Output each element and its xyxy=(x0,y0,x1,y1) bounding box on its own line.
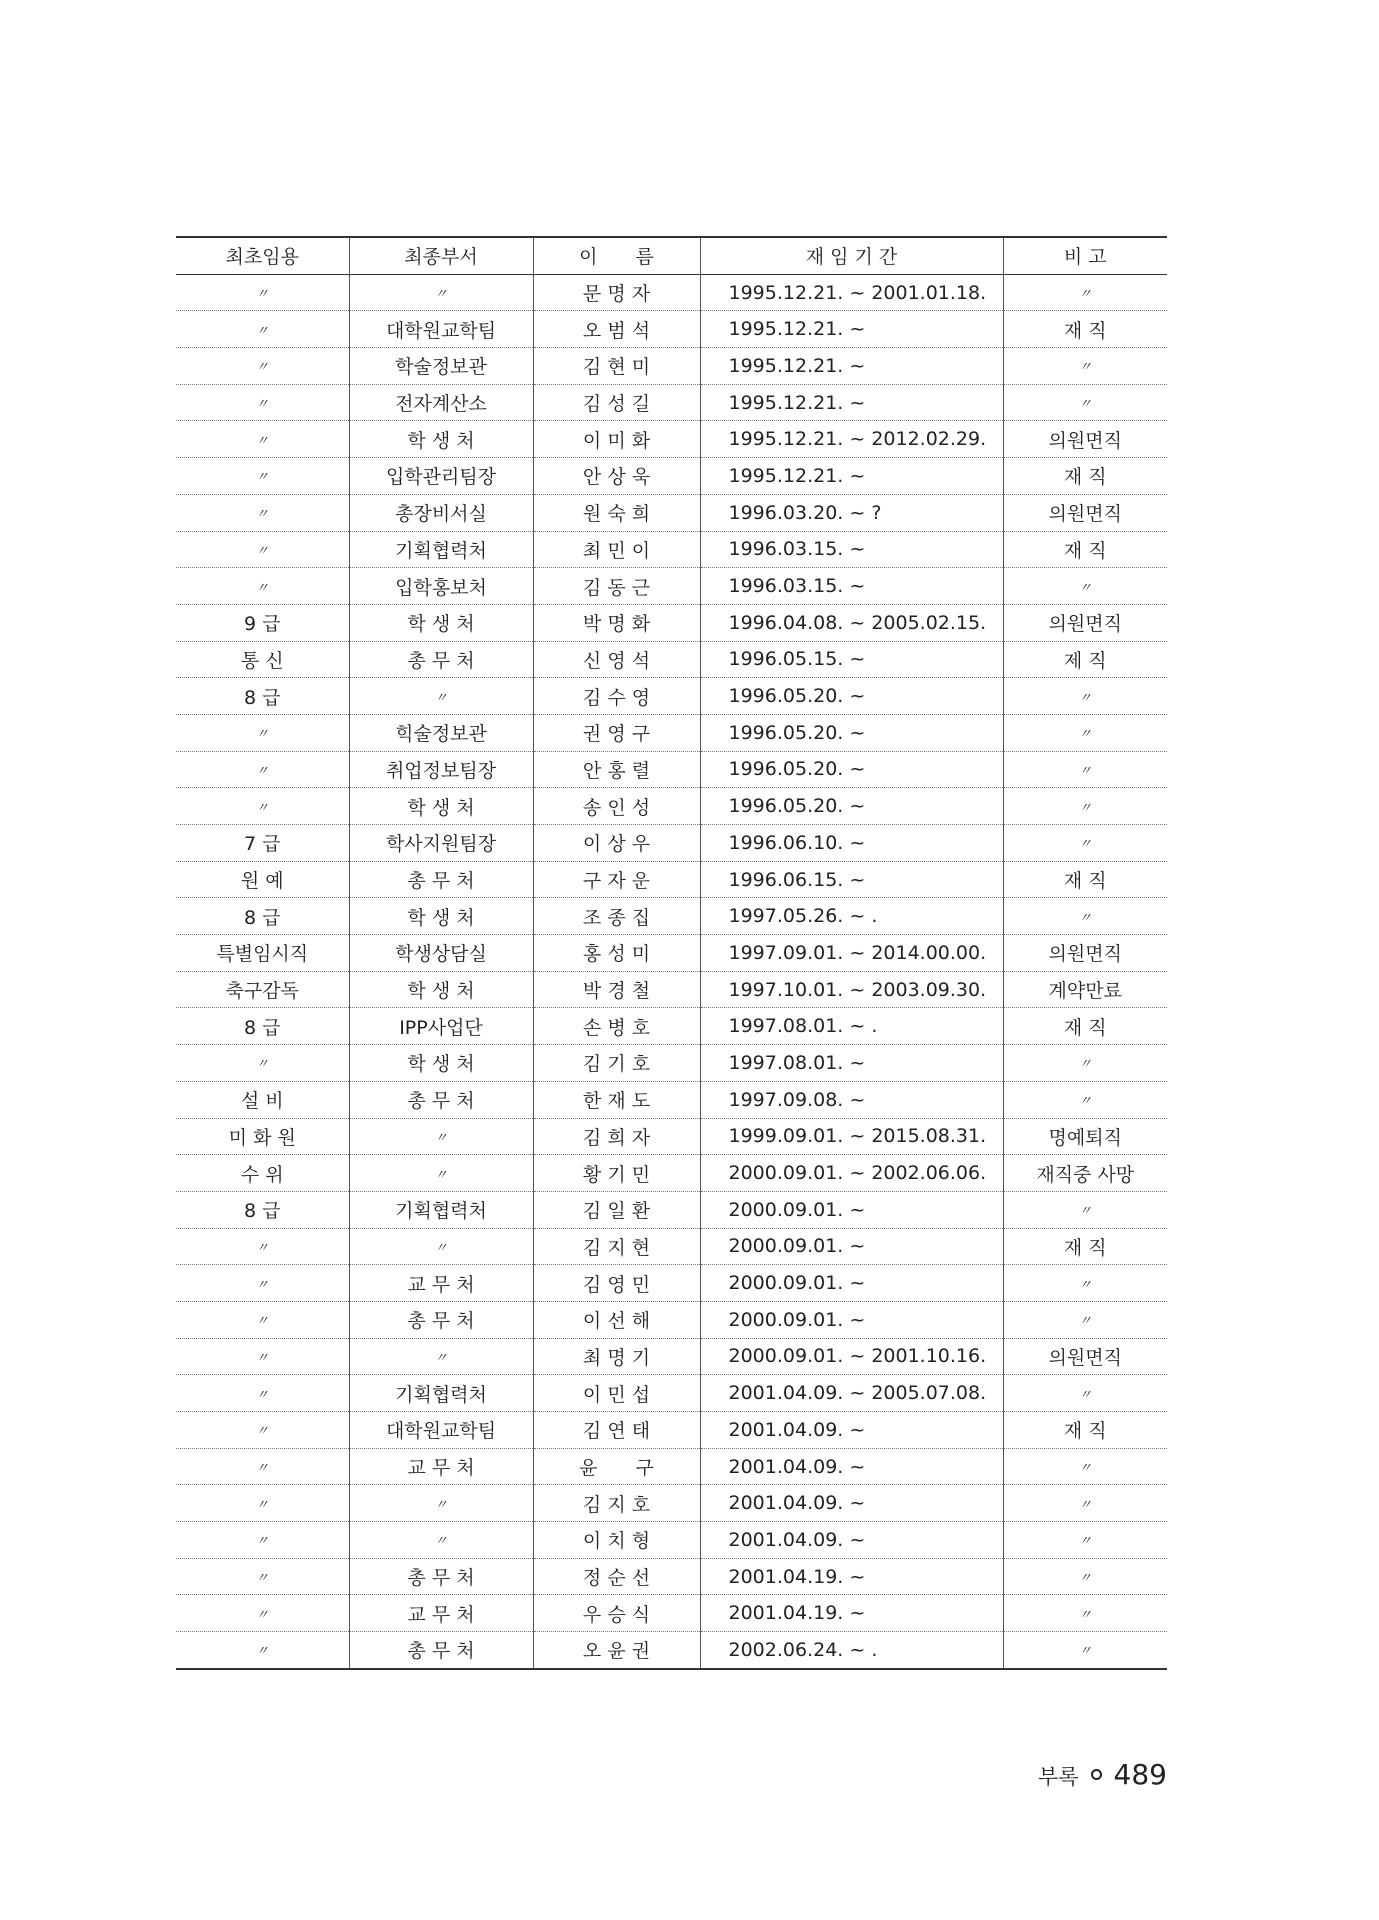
cell-name: 정 순 선 xyxy=(533,1558,700,1595)
cell-first-appointment: 〃 xyxy=(176,714,349,751)
table-row xyxy=(176,641,1167,678)
table-row xyxy=(176,384,1167,421)
cell-final-department: 힉술정보관 xyxy=(349,714,533,751)
cell-first-appointment: 〃 xyxy=(176,384,349,421)
cell-name: 구 자 운 xyxy=(533,861,700,898)
cell-first-appointment: 〃 xyxy=(176,1265,349,1302)
footer-label: 부록 xyxy=(1037,1765,1079,1789)
cell-remarks: 〃 xyxy=(1003,678,1167,715)
cell-remarks: 의원면직 xyxy=(1003,494,1167,531)
cell-remarks: 재 직 xyxy=(1003,311,1167,348)
table-row xyxy=(176,788,1167,825)
cell-final-department: 기획협력처 xyxy=(349,1375,533,1412)
table-row xyxy=(176,825,1167,862)
table-row xyxy=(176,568,1167,605)
cell-first-appointment: 통 신 xyxy=(176,641,349,678)
cell-remarks: 〃 xyxy=(1003,1632,1167,1669)
cell-remarks: 〃 xyxy=(1003,898,1167,935)
cell-remarks: 의원면직 xyxy=(1003,1338,1167,1375)
cell-final-department: 교 무 처 xyxy=(349,1265,533,1302)
cell-name: 김 성 길 xyxy=(533,384,700,421)
cell-remarks: 〃 xyxy=(1003,1301,1167,1338)
table-row xyxy=(176,1632,1167,1669)
cell-first-appointment: 〃 xyxy=(176,1632,349,1669)
cell-first-appointment: 〃 xyxy=(176,1338,349,1375)
cell-first-appointment: 〃 xyxy=(176,788,349,825)
cell-tenure-period: 2001.04.09. ~ xyxy=(700,1485,1003,1522)
cell-name: 이 치 형 xyxy=(533,1522,700,1559)
cell-tenure-period: 2001.04.09. ~ 2005.07.08. xyxy=(700,1375,1003,1412)
table-row xyxy=(176,751,1167,788)
cell-first-appointment: 8 급 xyxy=(176,1008,349,1045)
header-tenure-period: 재 임 기 간 xyxy=(700,237,1003,274)
cell-remarks: 〃 xyxy=(1003,1375,1167,1412)
cell-name: 안 홍 렬 xyxy=(533,751,700,788)
cell-name: 신 영 석 xyxy=(533,641,700,678)
cell-name: 김 기 호 xyxy=(533,1045,700,1082)
cell-first-appointment: 〃 xyxy=(176,1228,349,1265)
cell-final-department: 〃 xyxy=(349,1522,533,1559)
table-row xyxy=(176,1301,1167,1338)
cell-name: 윤 구 xyxy=(533,1448,700,1485)
table-row xyxy=(176,1228,1167,1265)
table-row xyxy=(176,971,1167,1008)
table-row xyxy=(176,714,1167,751)
cell-first-appointment: 〃 xyxy=(176,531,349,568)
staff-record-table xyxy=(176,236,1167,1670)
cell-first-appointment: 〃 xyxy=(176,311,349,348)
cell-tenure-period: 1996.05.20. ~ xyxy=(700,751,1003,788)
table-row xyxy=(176,898,1167,935)
cell-remarks: 〃 xyxy=(1003,348,1167,385)
table-row xyxy=(176,1448,1167,1485)
cell-final-department: 학 생 처 xyxy=(349,898,533,935)
header-first-appointment: 최초임용 xyxy=(176,237,349,274)
cell-remarks: 재 직 xyxy=(1003,1228,1167,1265)
cell-tenure-period: 1996.03.15. ~ xyxy=(700,568,1003,605)
cell-first-appointment: 〃 xyxy=(176,1448,349,1485)
cell-remarks: 재 직 xyxy=(1003,1412,1167,1449)
table-row xyxy=(176,678,1167,715)
table-row xyxy=(176,1081,1167,1118)
cell-remarks: 재 직 xyxy=(1003,458,1167,495)
cell-tenure-period: 1996.04.08. ~ 2005.02.15. xyxy=(700,604,1003,641)
cell-tenure-period: 1997.09.01. ~ 2014.00.00. xyxy=(700,935,1003,972)
cell-tenure-period: 1996.06.10. ~ xyxy=(700,825,1003,862)
cell-remarks: 의원면직 xyxy=(1003,421,1167,458)
cell-remarks: 〃 xyxy=(1003,274,1167,311)
cell-remarks: 〃 xyxy=(1003,1522,1167,1559)
cell-final-department: 학 생 처 xyxy=(349,1045,533,1082)
table-row xyxy=(176,604,1167,641)
cell-first-appointment: 〃 xyxy=(176,1558,349,1595)
cell-tenure-period: 2001.04.09. ~ xyxy=(700,1412,1003,1449)
cell-name: 김 일 환 xyxy=(533,1191,700,1228)
table-row xyxy=(176,274,1167,311)
cell-first-appointment: 〃 xyxy=(176,1412,349,1449)
cell-final-department: 〃 xyxy=(349,1118,533,1155)
cell-tenure-period: 1995.12.21. ~ xyxy=(700,348,1003,385)
cell-tenure-period: 1996.05.15. ~ xyxy=(700,641,1003,678)
cell-name: 김 영 민 xyxy=(533,1265,700,1302)
cell-tenure-period: 1997.05.26. ~ . xyxy=(700,898,1003,935)
table-body xyxy=(176,274,1167,1669)
cell-remarks: 〃 xyxy=(1003,384,1167,421)
cell-name: 손 병 호 xyxy=(533,1008,700,1045)
cell-final-department: 전자계산소 xyxy=(349,384,533,421)
cell-name: 김 지 현 xyxy=(533,1228,700,1265)
cell-tenure-period: 2002.06.24. ~ . xyxy=(700,1632,1003,1669)
cell-name: 이 선 해 xyxy=(533,1301,700,1338)
cell-name: 조 종 집 xyxy=(533,898,700,935)
header-final-department: 최종부서 xyxy=(349,237,533,274)
cell-name: 최 민 이 xyxy=(533,531,700,568)
cell-first-appointment: 〃 xyxy=(176,458,349,495)
cell-first-appointment: 〃 xyxy=(176,1595,349,1632)
cell-remarks: 의원면직 xyxy=(1003,604,1167,641)
cell-first-appointment: 〃 xyxy=(176,1375,349,1412)
cell-first-appointment: 9 급 xyxy=(176,604,349,641)
table-header-row xyxy=(176,237,1167,274)
cell-name: 김 수 영 xyxy=(533,678,700,715)
cell-remarks: 재 직 xyxy=(1003,531,1167,568)
cell-remarks: 〃 xyxy=(1003,751,1167,788)
cell-remarks: 〃 xyxy=(1003,1265,1167,1302)
cell-name: 이 상 우 xyxy=(533,825,700,862)
cell-final-department: 〃 xyxy=(349,678,533,715)
table-row xyxy=(176,458,1167,495)
cell-final-department: 총 무 처 xyxy=(349,1081,533,1118)
cell-remarks: 〃 xyxy=(1003,788,1167,825)
cell-name: 김 현 미 xyxy=(533,348,700,385)
cell-final-department: 〃 xyxy=(349,1485,533,1522)
cell-remarks: 〃 xyxy=(1003,568,1167,605)
header-remarks: 비 고 xyxy=(1003,237,1167,274)
table-row xyxy=(176,861,1167,898)
cell-final-department: 학술정보관 xyxy=(349,348,533,385)
cell-tenure-period: 1995.12.21. ~ xyxy=(700,458,1003,495)
cell-first-appointment: 8 급 xyxy=(176,898,349,935)
cell-name: 김 지 호 xyxy=(533,1485,700,1522)
cell-first-appointment: 〃 xyxy=(176,751,349,788)
cell-tenure-period: 1996.05.20. ~ xyxy=(700,678,1003,715)
cell-name: 박 경 철 xyxy=(533,971,700,1008)
cell-remarks: 제 직 xyxy=(1003,641,1167,678)
cell-name: 송 인 성 xyxy=(533,788,700,825)
cell-final-department: 학 생 처 xyxy=(349,971,533,1008)
cell-name: 권 영 구 xyxy=(533,714,700,751)
cell-first-appointment: 축구감독 xyxy=(176,971,349,1008)
table-row xyxy=(176,1008,1167,1045)
cell-first-appointment: 〃 xyxy=(176,1045,349,1082)
cell-name: 홍 성 미 xyxy=(533,935,700,972)
cell-tenure-period: 1996.06.15. ~ xyxy=(700,861,1003,898)
cell-first-appointment: 〃 xyxy=(176,1522,349,1559)
cell-remarks: 〃 xyxy=(1003,1448,1167,1485)
cell-final-department: 학생상담실 xyxy=(349,935,533,972)
cell-name: 김 동 근 xyxy=(533,568,700,605)
cell-tenure-period: 1996.05.20. ~ xyxy=(700,788,1003,825)
cell-final-department: 〃 xyxy=(349,274,533,311)
cell-name: 김 희 자 xyxy=(533,1118,700,1155)
cell-tenure-period: 2000.09.01. ~ xyxy=(700,1228,1003,1265)
table-row xyxy=(176,1045,1167,1082)
bullet-icon xyxy=(1091,1769,1102,1780)
cell-final-department: 학 생 처 xyxy=(349,788,533,825)
cell-tenure-period: 2001.04.19. ~ xyxy=(700,1558,1003,1595)
cell-tenure-period: 2000.09.01. ~ xyxy=(700,1265,1003,1302)
cell-name: 원 숙 희 xyxy=(533,494,700,531)
cell-name: 황 기 민 xyxy=(533,1155,700,1192)
page-number: 489 xyxy=(1113,1758,1167,1791)
table-row xyxy=(176,1485,1167,1522)
cell-tenure-period: 2001.04.19. ~ xyxy=(700,1595,1003,1632)
cell-tenure-period: 1996.03.15. ~ xyxy=(700,531,1003,568)
cell-final-department: 교 무 처 xyxy=(349,1448,533,1485)
table-row xyxy=(176,1595,1167,1632)
cell-name: 우 승 식 xyxy=(533,1595,700,1632)
cell-name: 오 범 석 xyxy=(533,311,700,348)
cell-remarks: 계약만료 xyxy=(1003,971,1167,1008)
cell-final-department: 〃 xyxy=(349,1338,533,1375)
cell-tenure-period: 2000.09.01. ~ 2001.10.16. xyxy=(700,1338,1003,1375)
cell-remarks: 〃 xyxy=(1003,1485,1167,1522)
cell-tenure-period: 1997.08.01. ~ xyxy=(700,1045,1003,1082)
cell-final-department: 기획협력처 xyxy=(349,531,533,568)
cell-tenure-period: 1995.12.21. ~ xyxy=(700,384,1003,421)
cell-final-department: 대학원교학팀 xyxy=(349,311,533,348)
table-row xyxy=(176,1265,1167,1302)
cell-tenure-period: 1996.03.20. ~ ? xyxy=(700,494,1003,531)
cell-final-department: 총 무 처 xyxy=(349,1558,533,1595)
cell-first-appointment: 〃 xyxy=(176,568,349,605)
cell-remarks: 〃 xyxy=(1003,1595,1167,1632)
table-row xyxy=(176,531,1167,568)
cell-final-department: 취업정보팀장 xyxy=(349,751,533,788)
cell-first-appointment: 8 급 xyxy=(176,678,349,715)
cell-first-appointment: 〃 xyxy=(176,348,349,385)
cell-name: 오 윤 권 xyxy=(533,1632,700,1669)
cell-final-department: 입학홍보처 xyxy=(349,568,533,605)
cell-tenure-period: 1996.05.20. ~ xyxy=(700,714,1003,751)
table-row xyxy=(176,935,1167,972)
cell-tenure-period: 2000.09.01. ~ 2002.06.06. xyxy=(700,1155,1003,1192)
cell-first-appointment: 〃 xyxy=(176,421,349,458)
cell-first-appointment: 〃 xyxy=(176,274,349,311)
cell-tenure-period: 1999.09.01. ~ 2015.08.31. xyxy=(700,1118,1003,1155)
table-row xyxy=(176,1191,1167,1228)
cell-name: 한 재 도 xyxy=(533,1081,700,1118)
cell-final-department: 〃 xyxy=(349,1228,533,1265)
cell-tenure-period: 2000.09.01. ~ xyxy=(700,1191,1003,1228)
table-row xyxy=(176,311,1167,348)
cell-first-appointment: 〃 xyxy=(176,1301,349,1338)
table-row xyxy=(176,1412,1167,1449)
cell-name: 김 연 태 xyxy=(533,1412,700,1449)
cell-first-appointment: 설 비 xyxy=(176,1081,349,1118)
cell-remarks: 재 직 xyxy=(1003,1008,1167,1045)
cell-final-department: 교 무 처 xyxy=(349,1595,533,1632)
cell-name: 이 미 화 xyxy=(533,421,700,458)
table-row xyxy=(176,1375,1167,1412)
cell-final-department: IPP사업단 xyxy=(349,1008,533,1045)
cell-remarks: 〃 xyxy=(1003,825,1167,862)
cell-final-department: 총장비서실 xyxy=(349,494,533,531)
cell-tenure-period: 2001.04.09. ~ xyxy=(700,1522,1003,1559)
cell-remarks: 재직중 사망 xyxy=(1003,1155,1167,1192)
cell-tenure-period: 2000.09.01. ~ xyxy=(700,1301,1003,1338)
cell-first-appointment: 〃 xyxy=(176,494,349,531)
table-row xyxy=(176,1338,1167,1375)
table-row xyxy=(176,1522,1167,1559)
cell-name: 이 민 섭 xyxy=(533,1375,700,1412)
cell-tenure-period: 2001.04.09. ~ xyxy=(700,1448,1003,1485)
cell-tenure-period: 1995.12.21. ~ xyxy=(700,311,1003,348)
cell-remarks: 〃 xyxy=(1003,1191,1167,1228)
cell-name: 안 상 욱 xyxy=(533,458,700,495)
cell-tenure-period: 1997.09.08. ~ xyxy=(700,1081,1003,1118)
table-row xyxy=(176,348,1167,385)
cell-final-department: 총 무 처 xyxy=(349,1301,533,1338)
cell-first-appointment: 특별임시직 xyxy=(176,935,349,972)
cell-final-department: 총 무 처 xyxy=(349,641,533,678)
table-row xyxy=(176,494,1167,531)
cell-final-department: 기획협력처 xyxy=(349,1191,533,1228)
cell-remarks: 의원면직 xyxy=(1003,935,1167,972)
cell-final-department: 입학관리팀장 xyxy=(349,458,533,495)
cell-tenure-period: 1997.08.01. ~ . xyxy=(700,1008,1003,1045)
cell-first-appointment: 8 급 xyxy=(176,1191,349,1228)
cell-tenure-period: 1995.12.21. ~ 2001.01.18. xyxy=(700,274,1003,311)
cell-remarks: 재 직 xyxy=(1003,861,1167,898)
cell-final-department: 총 무 처 xyxy=(349,1632,533,1669)
cell-first-appointment: 수 위 xyxy=(176,1155,349,1192)
cell-tenure-period: 1997.10.01. ~ 2003.09.30. xyxy=(700,971,1003,1008)
cell-remarks: 〃 xyxy=(1003,1558,1167,1595)
cell-first-appointment: 미 화 원 xyxy=(176,1118,349,1155)
page-footer xyxy=(1038,1758,1167,1791)
cell-remarks: 〃 xyxy=(1003,1045,1167,1082)
cell-tenure-period: 1995.12.21. ~ 2012.02.29. xyxy=(700,421,1003,458)
cell-remarks: 〃 xyxy=(1003,1081,1167,1118)
cell-first-appointment: 〃 xyxy=(176,1485,349,1522)
cell-final-department: 〃 xyxy=(349,1155,533,1192)
cell-final-department: 총 무 처 xyxy=(349,861,533,898)
cell-first-appointment: 7 급 xyxy=(176,825,349,862)
cell-name: 박 명 화 xyxy=(533,604,700,641)
table-row xyxy=(176,1118,1167,1155)
cell-remarks: 〃 xyxy=(1003,714,1167,751)
header-name: 이 름 xyxy=(533,237,700,274)
cell-name: 문 명 자 xyxy=(533,274,700,311)
cell-remarks: 명예퇴직 xyxy=(1003,1118,1167,1155)
cell-final-department: 학 생 처 xyxy=(349,604,533,641)
cell-final-department: 대학원교학팀 xyxy=(349,1412,533,1449)
table-row xyxy=(176,421,1167,458)
cell-name: 최 명 기 xyxy=(533,1338,700,1375)
table-row xyxy=(176,1155,1167,1192)
cell-final-department: 학 생 처 xyxy=(349,421,533,458)
cell-first-appointment: 원 예 xyxy=(176,861,349,898)
cell-final-department: 학사지원팀장 xyxy=(349,825,533,862)
table-row xyxy=(176,1558,1167,1595)
